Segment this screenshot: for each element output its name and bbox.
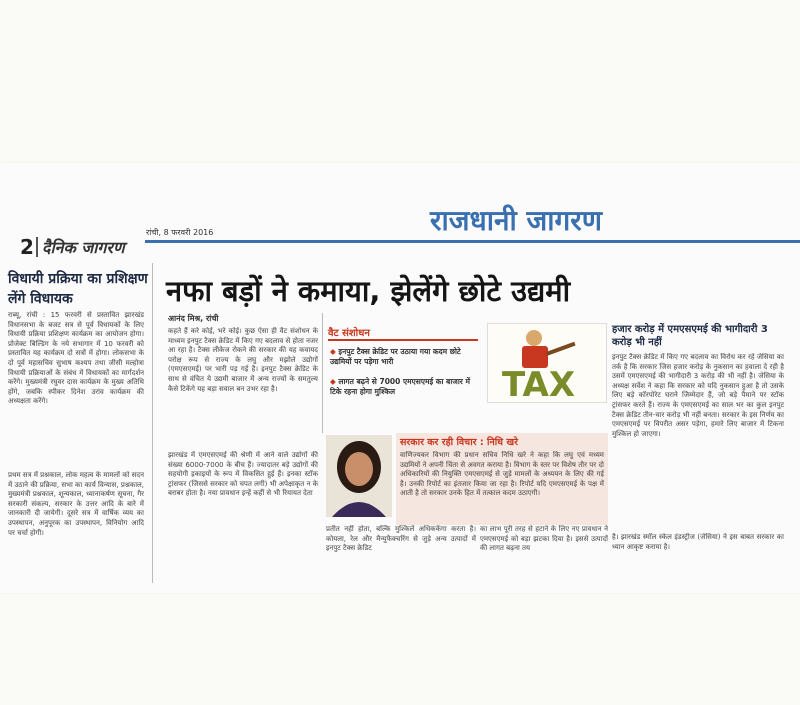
masthead-rule xyxy=(145,240,800,243)
section-title: राजधानी जागरण xyxy=(430,204,602,237)
quote-box xyxy=(396,433,608,525)
quote-title: सरकार कर रही विचार : निधि खरे xyxy=(400,437,518,448)
bullet-icon: ◆ xyxy=(330,377,339,386)
main-story-body-3: प्रतीत नहीं होता, बल्कि मुश्किलें अधिककेंगा करता है। कोयला, रेल और मैन्युफैक्चरिंग से जुड़े अन्य उत्पादों में इनपुट टैक्स क्रेडिट xyxy=(326,525,476,553)
tax-text: TAX xyxy=(502,365,576,402)
masthead-divider xyxy=(36,237,38,257)
main-story-body-2: झारखंड में एमएसएमई की श्रेणी में आने वाले उद्योगों की संख्या 6000-7000 के बीच हैं। ज्यादातर बड़े उद्योगों की सहयोगी इकाइयों के रूप में विकसित हुई हैं। इनका स्टॉक ट्रांसफर (जिससे सरकार को चपत लगी) भी अपेक्षाकृत न के बराबर होता है। नया प्रावधान इन्हें कहीं से भी रियायत देता xyxy=(168,451,318,498)
left-story-headline: विधायी प्रक्रिया का प्रशिक्षण लेंगे विधायक xyxy=(8,271,148,307)
portrait-photo xyxy=(326,435,392,517)
shoulders-icon xyxy=(332,502,386,517)
column-rule xyxy=(322,313,323,433)
bullet-icon: ◆ xyxy=(330,347,339,356)
column-rule xyxy=(152,263,153,583)
right-body-2: है। झारखंड स्मॉल स्केल इंडस्ट्रीज (जेसिया) ने इस बाबत सरकार का ध्यान आकृष्ट कराया है। xyxy=(612,533,784,551)
face-icon xyxy=(345,452,373,486)
right-subhead: हजार करोड़ में एमएसएमई की भागीदारी 3 करोड़ भी नहीं xyxy=(612,324,768,348)
quote-body: वाणिज्यकर विभाग की प्रधान सचिव निधि खरे ने कहा कि लघु एवं मध्यम उद्यमियों ने अपनी चिंता से अवगत कराया है। विभाग के स्तर पर विशेष तौर पर दो अधिकारियों की नियुक्ति एमएसएमई से जुड़े मामलों के अध्ययन के लिए की गई है। उनकी रिपोर्ट का इंतजार किया जा रहा है। रिपोर्ट यदि एमएसएमई के पक्ष में आती है तो सरकार उनके हित में तत्काल कदम उठाएगी। xyxy=(400,451,604,498)
vat-label: वैट संशोधन xyxy=(328,328,370,339)
portrait-svg xyxy=(326,435,392,517)
man-head-icon xyxy=(526,330,542,346)
paper-name: दैनिक जागरण xyxy=(42,238,125,257)
byline: आनंद मिश्र, रांची xyxy=(168,314,219,323)
newspaper-clipping xyxy=(0,163,800,593)
right-body: इनपुट टैक्स क्रेडिट में किए गए बदलाव का विरोध कर रहे जेसिया का तर्क है कि सरकार जिस हजार करोड़ के नुकसान का हवाला दे रही है उसमें एमएसएमई की भागीदारी 3 करोड़ की भी नहीं है। जेसिया के अध्यक्ष सर्वेश ने कहा कि सरकार को यदि नुकसान हुआ है तो उसके लिए बड़े कॉरपोरेट घराने जिम्मेदार हैं, जो बड़े पैमाने पर स्टॉक ट्रांसफर करते हैं। राज्य के एमएसएमई का साल भर का कुल इनपुट टैक्स क्रेडिट तीन-चार करोड़ भी नहीं बनता। सरकार के इस निर्णय का एमएसएमई पर विपरीत असर पड़ेगा, हमारे लिए बाजार में टिकना मुश्किल हो जाएगा। xyxy=(612,353,784,438)
tax-illustration xyxy=(487,323,607,403)
page-number: 2 xyxy=(20,235,34,259)
main-headline: नफा बड़ों ने कमाया, झेलेंगे छोटे उद्यमी xyxy=(166,274,571,308)
dateline: रांची, 8 फरवरी 2016 xyxy=(146,228,214,237)
main-story-body-4: का लाभ पूरी तरह से हटाने के लिए नए प्रावधान ने एमएसएमई को बड़ा झटका दिया है। इससे उत्पादों की लागत बढ़ना तय xyxy=(480,525,608,553)
left-story-body-2: प्रथम सत्र में प्रश्नकाल, लोक महत्व के मामलों को सदन में उठाने की प्रक्रिया, सभा का कार्य विन्यास, प्रश्नकाल, मुख्यमंत्री प्रश्नकाल, शून्यकाल, ध्यानाकर्षण सूचना, गैर सरकारी संकल्प, सरकार के उत्तर आदि के बारे में जानकारी दी जायेगी। दूसरे सत्र में वार्षिक व्यय का उपस्थापन, अनुपूरक का उपस्थापन, विनियोग आदि पर चर्चा होगी। xyxy=(8,471,144,537)
vat-rule xyxy=(328,339,478,341)
left-story-body: राब्यू, रांची : 15 फरवरी से प्रस्तावित झारखंड विधानसभा के बजट सत्र से पूर्व विधायकों के लिए विधायी प्रक्रिया प्रशिक्षण कार्यक्रम का आयोजन होगा। प्रोजेक्ट बिल्डिंग के नये सभागार में 10 फरवरी को प्रस्तावित यह कार्यक्रम दो सत्रों में होगा। लोकसभा के दो पूर्व महासचिव सुभाष कश्यप तथा जीसी मल्होत्रा विधायी प्रक्रियाओं के संबंध में विधायकों का मार्गदर्शन करेंगे। मुख्यमंत्री रघुवर दास कार्यक्रम के मुख्य अतिथि होंगे, जबकि स्पीकर दिनेश उरांव कार्यक्रम की अध्यक्षता करेंगे। xyxy=(8,311,144,406)
shovel-icon xyxy=(546,342,576,356)
vat-bullet-2: ◆ लागत बढ़ने से 7000 एमएसएमई का बाजार में टिके रहना होगा मुश्किल xyxy=(330,377,470,396)
tax-illustration-svg xyxy=(488,324,606,402)
vat-bullet-1: ◆ इनपुट टैक्स क्रेडिट पर उठाया गया कदम छोटे उद्यमियों पर पड़ेगा भारी xyxy=(330,347,461,366)
main-story-body: कहते हैं करे कोई, भरे कोई। कुछ ऐसा ही वैट संशोधन के माध्यम इनपुट टैक्स क्रेडिट में किए गए बदलाव से होता नजर आ रहा है। टैक्स लीकेज रोकने की सरकार की यह कवायद परोक्ष रूप से राज्य के लघु और मझोले उद्योगों (एमएसएमई) पर भारी पड़ गई है। इनपुट टैक्स क्रेडिट के साथ से वंचित ये उद्यमी बाजार में अन्य राज्यों के समतुल्य कैसे टिकेंगे यह बड़ा सवाल बन उभर रहा है। xyxy=(168,327,318,393)
